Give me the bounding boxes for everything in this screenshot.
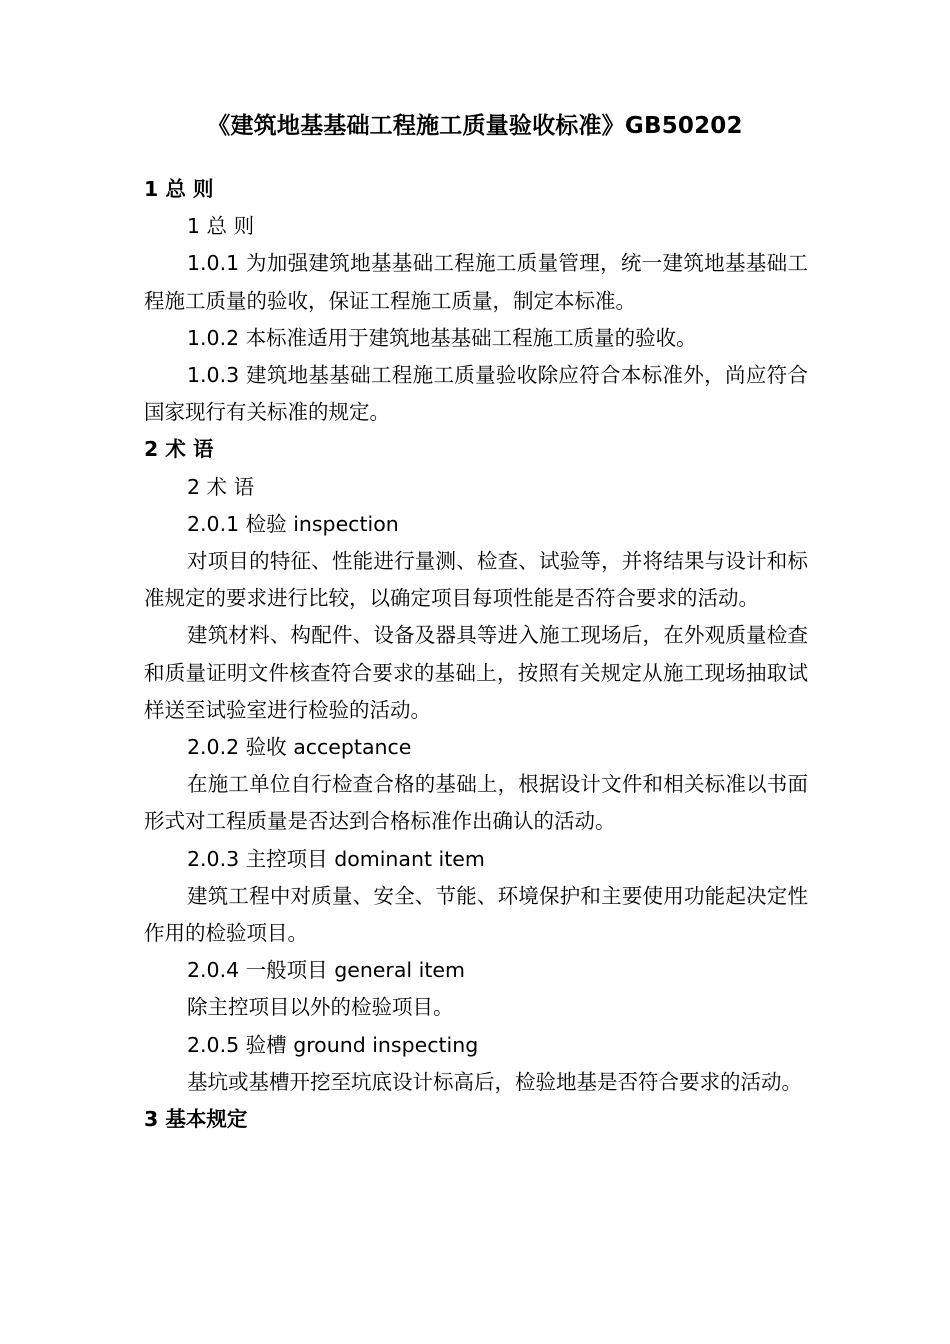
term-2-0-1: 2.0.1 检验 inspection — [187, 511, 399, 536]
section-heading-3: 3 基本规定 — [144, 1107, 248, 1132]
section-subtitle-2: 2 术 语 — [187, 474, 255, 499]
clause-1-0-1: 1.0.1 为加强建筑地基基础工程施工质量管理，统一建筑地基基础工程施工质量的验收，保证工程施工质量，制定本标准。 — [144, 251, 808, 313]
term-2-0-3: 2.0.3 主控项目 dominant item — [187, 846, 485, 871]
section-heading-1: 1 总 则 — [144, 177, 214, 201]
document-body — [144, 171, 808, 1138]
clause-1-0-3: 1.0.3 建筑地基基础工程施工质量验收除应符合本标准外，尚应符合国家现行有关标准的规定。 — [144, 363, 808, 425]
term-2-0-1-note: 建筑材料、构配件、设备及器具等进入施工现场后，在外观质量检查和质量证明文件核查符合要求的基础上，按照有关规定从施工现场抽取试样送至试验室进行检验的活动。 — [144, 623, 808, 722]
term-2-0-1-definition: 对项目的特征、性能进行量测、检查、试验等，并将结果与设计和标准规定的要求进行比较，以确定项目每项性能是否符合要求的活动。 — [144, 549, 808, 611]
term-2-0-4-definition: 除主控项目以外的检验项目。 — [187, 995, 454, 1020]
term-2-0-2: 2.0.2 验收 acceptance — [187, 735, 412, 760]
term-2-0-5: 2.0.5 验槽 ground inspecting — [187, 1032, 479, 1057]
section-heading-2: 2 术 语 — [144, 437, 214, 462]
term-2-0-5-definition: 基坑或基槽开挖至坑底设计标高后，检验地基是否符合要求的活动。 — [187, 1069, 802, 1094]
clause-1-0-2: 1.0.2 本标准适用于建筑地基基础工程施工质量的验收。 — [187, 325, 697, 350]
term-2-0-4: 2.0.4 一般项目 general item — [187, 958, 465, 983]
document-title: 《建筑地基基础工程施工质量验收标准》GB50202 — [207, 113, 743, 139]
term-2-0-3-definition: 建筑工程中对质量、安全、节能、环境保护和主要使用功能起决定性作用的检验项目。 — [144, 883, 808, 946]
section-subtitle-1: 1 总 则 — [187, 214, 255, 239]
term-2-0-2-definition: 在施工单位自行检查合格的基础上，根据设计文件和相关标准以书面形式对工程质量是否达到合格标准作出确认的活动。 — [144, 772, 808, 834]
